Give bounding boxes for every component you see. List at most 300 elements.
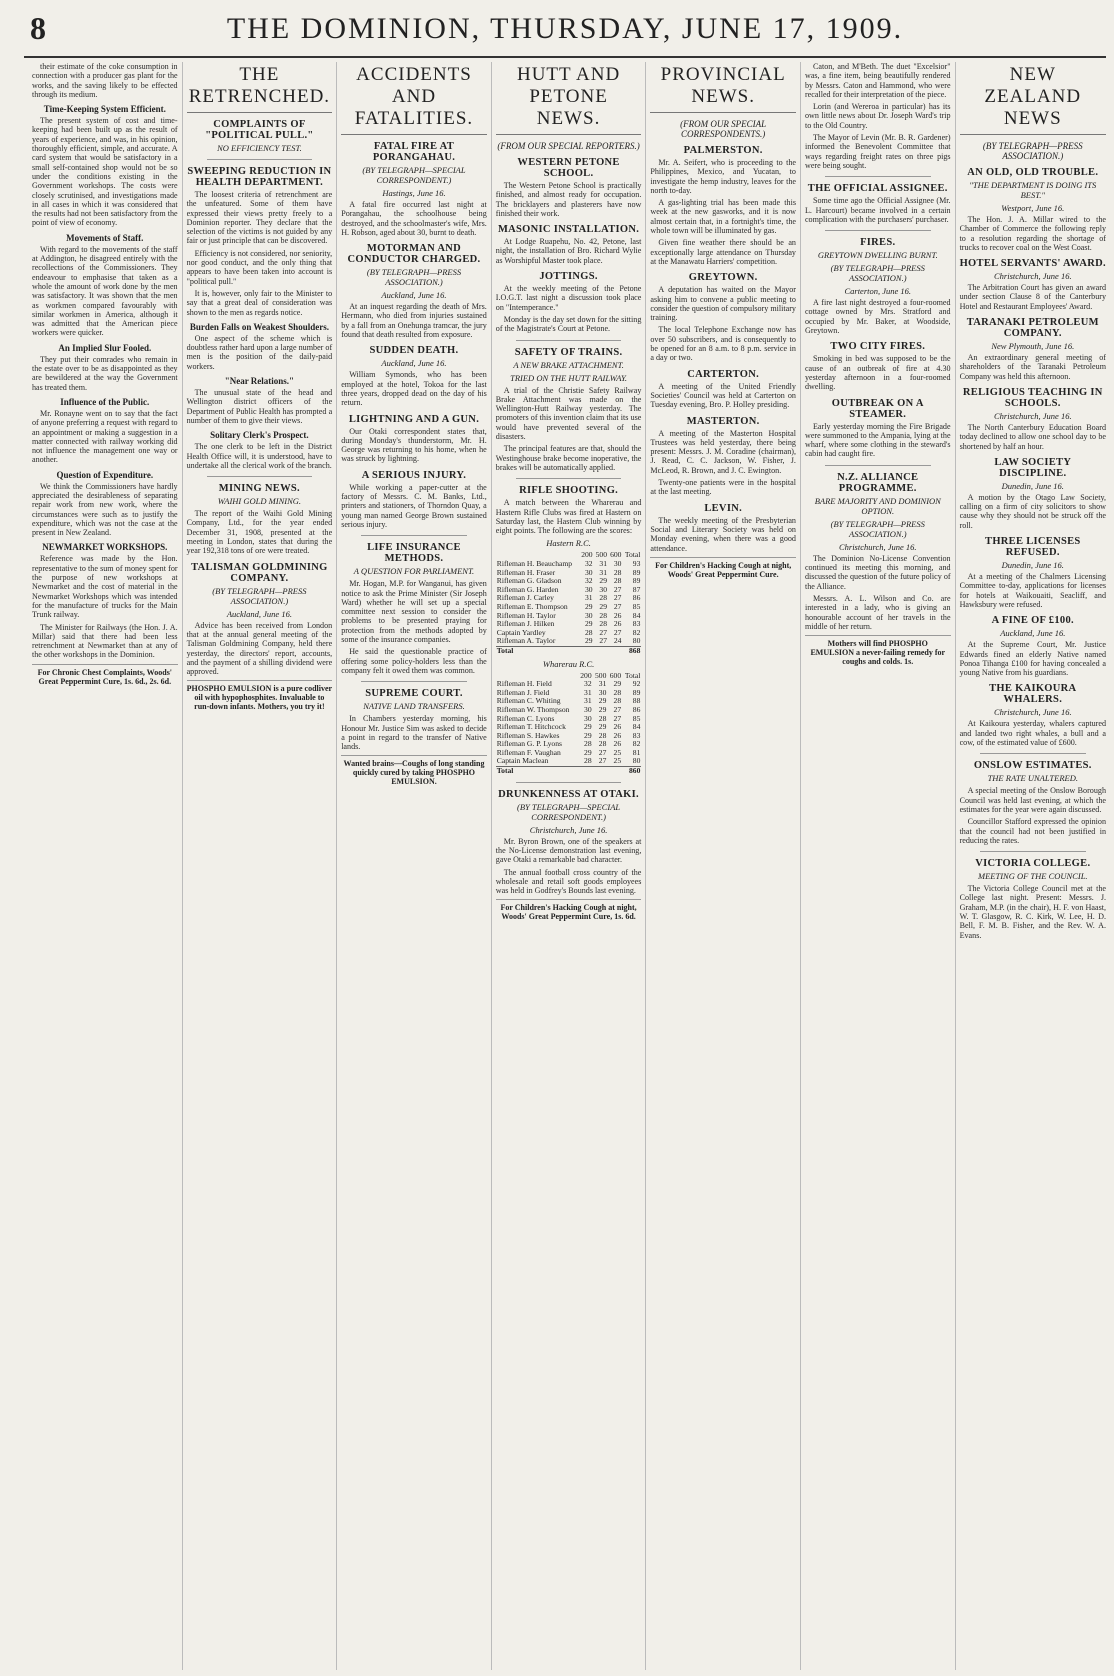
shooter-name: Rifleman C. Whiting: [496, 696, 561, 706]
score-cell: 83: [632, 619, 641, 629]
section-heading: Solitary Clerk's Prospect.: [210, 430, 309, 441]
shooter-name: Rifleman J. Hilken: [496, 619, 555, 629]
score-cell: 29: [598, 722, 607, 732]
score-cell: 28: [599, 619, 608, 629]
article-paragraph: Advice has been received from London that at the annual general meeting of the Talisman Goldmining Company, held there yesterday, the directors' report, accounts, and the payment of a shilling dividend were approved.: [186, 620, 333, 677]
article-paragraph: At Lodge Ruapehu, No. 42, Petone, last night, the installation of Bro. Richard Wylie as Worshipful Master took place.: [495, 237, 642, 265]
article-paragraph: Twenty-one patients were in the hospital at the last meeting.: [650, 478, 796, 497]
dateline: Christchurch, June 16.: [993, 271, 1072, 282]
score-cell: 27: [613, 704, 622, 714]
section-heading: Question of Expenditure.: [56, 469, 154, 480]
article-paragraph: Our Otaki correspondent states that, during Monday's thunderstorm, Mr. H. George was returning to his home, when he was struck by lightning.: [341, 426, 487, 464]
column-6: [801, 62, 956, 1670]
divider: [825, 465, 931, 466]
article-paragraph: He said the questionable practice of offering some policy-holders less than the company felt it owed them was common.: [341, 647, 487, 675]
article-paragraph: The Minister for Railways (the Hon. J. A. Millar) said that there had been less retrenchment at Newmarket than at any of the other workshops in the Dominion.: [32, 622, 178, 660]
article-paragraph: The Hon. J. A. Millar wired to the Chamber of Commerce the following reply to a resolution regarding the shortage of trucks to recover coal on the West Coast.: [959, 215, 1106, 252]
score-cell: 29: [598, 704, 607, 714]
article-paragraph: At the Supreme Court, Mr. Justice Edwards fined an elderly Native named Ponoa Tihanga £100 for having concealed a young Native from his guardians.: [959, 640, 1106, 678]
score-cell: 82: [632, 739, 641, 749]
score-cell: 82: [632, 627, 641, 637]
score-cell: 93: [632, 559, 641, 569]
divider: [516, 340, 622, 341]
dateline: Dunedin, June 16.: [1001, 560, 1064, 571]
article-paragraph: Efficiency is not considered, nor seniority, nor good conduct, and the only thing that appears to have been taken into account is "political pull.": [186, 248, 333, 286]
score-cell: 29: [613, 679, 622, 689]
dateline: Carterton, June 16.: [844, 286, 912, 297]
article-paragraph: The Dominion No-License Convention continued its meeting this morning, and discussed the question of the future policy of the Alliance.: [804, 553, 951, 591]
shooter-name: Rifleman J. Carley: [496, 593, 554, 603]
range-header: Total: [624, 670, 641, 680]
score-cell: 29: [584, 601, 593, 611]
article-subhead: TRIED ON THE HUTT RAILWAY.: [510, 372, 628, 383]
divider: [980, 753, 1086, 754]
article-headline: N.Z. ALLIANCE PROGRAMME.: [837, 471, 919, 494]
score-cell: 860: [622, 767, 641, 776]
advertisement: For Children's Hacking Cough at night, Woods' Great Peppermint Cure, 1s. 6d.: [496, 899, 642, 921]
score-cell: 26: [613, 730, 622, 740]
score-cell: 30: [584, 584, 593, 594]
section-heading: Burden Falls on Weakest Shoulders.: [189, 321, 329, 332]
score-cell: 29: [584, 722, 592, 732]
dateline: Christchurch, June 16.: [993, 707, 1072, 718]
headline: PROVINCIAL NEWS.: [650, 64, 796, 113]
headline: THE RETRENCHED.: [187, 64, 333, 113]
article-paragraph: A meeting of the Masterton Hospital Trustees was held yesterday, there being present: Messrs. J. M. Coradine (chairman), J. Read, C. C. Jackson, W. Fisher, J. McLeod, R. Brown, and J. C. Ewington.: [650, 428, 796, 475]
headline: ACCIDENTS AND FATALITIES.: [341, 64, 487, 135]
score-cell: 85: [632, 601, 641, 611]
article-headline: LIFE INSURANCE METHODS.: [367, 542, 461, 565]
column-7: [956, 62, 1110, 1670]
score-cell: 80: [632, 636, 641, 646]
article-paragraph: At Kaikoura yesterday, whalers captured and landed two right whales, a bull and a cow, of the estimated value of £600.: [959, 719, 1106, 748]
score-cell: 29: [584, 747, 592, 757]
score-cell: 32: [584, 679, 592, 689]
newspaper-title: THE DOMINION, THURSDAY, JUNE 17, 1909.: [226, 12, 904, 45]
article-paragraph: Messrs. A. L. Wilson and Co. are interested in a lady, who is giving an honourable account of her travels in the middle of her return.: [804, 593, 951, 631]
score-cell: 30: [584, 610, 593, 620]
article-paragraph: A trial of the Christie Safety Railway Brake Attachment was made on the Wellington-Hutt Railway yesterday. The promoters of this invention claim that its use would have prevented several of the disasters.: [495, 385, 642, 442]
article-paragraph: One aspect of the scheme which is doubtless rather hard upon a large number of men is the position of the daily-paid workers.: [186, 333, 333, 371]
score-cell: 25: [613, 747, 622, 757]
dateline: Hastings, June 16.: [382, 188, 446, 198]
article-subhead: COMPLAINTS OF "POLITICAL PULL.": [205, 119, 314, 141]
score-cell: 27: [613, 601, 622, 611]
article-paragraph: It is, however, only fair to the Minister to say that a great deal of consideration was shown to the men as regards notice.: [186, 288, 333, 317]
article-paragraph: The Mayor of Levin (Mr. B. R. Gardener) informed the Benevolent Committee that ways regarding freight rates on three pigs were being sought.: [804, 133, 951, 170]
score-rows: [496, 680, 642, 776]
article-paragraph: Some time ago the Official Assignee (Mr. L. Harcourt) became involved in a certain complication with the purchasers' purchaser.: [804, 196, 951, 224]
article-paragraph: Early yesterday morning the Fire Brigade were summoned to the Ampania, lying at the wharf, where some clothing in the steward's cabin had caught fire.: [804, 421, 951, 459]
article-paragraph: A fatal fire occurred last night at Porangahau, the schoolhouse being destroyed, and the schoolmaster's wife, Mrs. H. Robson, aged about 30, burnt to death.: [341, 200, 487, 237]
shooter-name: Rifleman A. Taylor: [496, 636, 556, 646]
shooter-name: Rifleman F. Vaughan: [496, 747, 561, 757]
article-headline: GREYTOWN.: [688, 272, 758, 284]
headline: NEW ZEALAND NEWS: [960, 64, 1106, 135]
article-headline: PALMERSTON.: [683, 145, 763, 156]
score-cell: 28: [613, 696, 622, 706]
article-paragraph: Lorin (and Wereroa in particular) has its own little news about Dr. Joseph Ward's trip to the Old Country.: [804, 102, 951, 130]
article-headline: RIFLE SHOOTING.: [519, 485, 619, 497]
shooter-name: Rifleman H. Fraser: [496, 567, 556, 577]
score-cell: 27: [599, 636, 608, 646]
score-cell: 28: [613, 567, 622, 577]
section-heading: "Near Relations.": [224, 376, 295, 387]
score-cell: 81: [632, 747, 641, 757]
article-headline: A FINE OF £100.: [991, 615, 1074, 627]
score-cell: 89: [632, 576, 641, 586]
score-cell: 89: [632, 687, 641, 697]
range-header: 200: [581, 550, 593, 560]
score-row: [496, 767, 642, 776]
article-paragraph: A special meeting of the Onslow Borough Council was held last evening, at which the estimates for the year were again discussed.: [959, 786, 1106, 814]
column-3: [337, 62, 492, 1670]
dateline: Auckland, June 16.: [381, 290, 447, 301]
score-table-wharerau: [496, 672, 642, 776]
score-rows: [496, 560, 642, 656]
dateline: Christchurch, June 16.: [838, 541, 917, 552]
article-paragraph: An extraordinary general meeting of shareholders of the Taranaki Petroleum Company was held this afternoon.: [959, 353, 1106, 381]
score-cell: 25: [613, 756, 622, 766]
score-cell: 27: [598, 756, 607, 766]
article-headline: MASONIC INSTALLATION.: [497, 224, 640, 236]
score-cell: 30: [613, 559, 622, 569]
score-cell: 28: [599, 610, 608, 620]
article-headline: MOTORMAN AND CONDUCTOR CHARGED.: [347, 243, 481, 266]
shooter-name: Rifleman H. Beauchamp: [496, 559, 573, 569]
article-paragraph: Reference was made by the Hon. representative to the sum of money spent for the purpose of new workshops at Newmarket and the cost of material in the Newmarket Workshops which was intended for the manufacture of trucks for the Main Trunk railway.: [32, 554, 178, 620]
article-headline: THREE LICENSES REFUSED.: [985, 536, 1081, 559]
score-cell: 31: [584, 696, 592, 706]
section-heading: NEWMARKET WORKSHOPS.: [42, 542, 168, 553]
article-headline: A SERIOUS INJURY.: [361, 469, 467, 481]
advertisement: For Chronic Chest Complaints, Woods' Great Peppermint Cure, 1s. 6d., 2s. 6d.: [32, 664, 178, 686]
dateline: Christchurch, June 16.: [529, 824, 608, 835]
article-paragraph: William Symonds, who has been employed at the hotel, Tokoa for the last three years, dropped dead on the day of his return.: [341, 370, 487, 408]
range-header: 600: [610, 550, 622, 560]
article-paragraph: The one clerk to be left in the District Health Office will, it is understood, have to undertake all the clerical work of the branch.: [186, 442, 333, 470]
article-paragraph: At a meeting of the Chalmers Licensing Committee to-day, applications for licenses for hotels at Waikouaiti, Seacliff, and Hawksbury were refused.: [959, 572, 1106, 609]
score-cell: 28: [613, 687, 622, 697]
article-paragraph: The present system of cost and time-keeping had been built up as the result of years of experience, and was, in his opinion, thoroughly efficient, simple, and accurate. A card system that would be satisfactory in a small self-contained shop would not be so under the conditions existing in the Government workshops. The costs were closely scrutinised, and investigations made in all cases in which it was considered that the results had not been satisfactory from the point of view of economy.: [32, 116, 178, 228]
section-heading: Influence of the Public.: [60, 396, 150, 407]
article-headline: JOTTINGS.: [539, 271, 598, 283]
article-paragraph: A gas-lighting trial has been made this week at the new gasworks, and it is now almost certain that, in a fortnight's time, the whole town will be illuminated by gas.: [650, 198, 796, 236]
article-paragraph: The local Telephone Exchange now has over 50 subscribers, and is consequently to be opened for an 8 a.m. to 8 p.m. service in a day or two.: [650, 325, 796, 363]
article-paragraph: We think the Commissioners have hardly appreciated the desirableness of separating repair work from new work, where the circumstances were such as to justify the expenditure, which was not the case at the present in New Zealand.: [32, 481, 178, 538]
shooter-name: Rifleman G. P. Lyons: [496, 739, 562, 749]
divider: [361, 681, 467, 682]
article-paragraph: The weekly meeting of the Presbyterian Social and Literary Society was held on Monday evening, when there was a good attendance.: [650, 515, 796, 553]
advertisement: PHOSPHO EMULSION is a pure codliver oil with hypophosphites. Invaluable to run-down infants. Mothers, you try it!: [187, 680, 333, 711]
score-cell: 28: [598, 730, 607, 740]
shooter-name: Total: [496, 767, 578, 776]
article-headline: HOTEL SERVANTS' AWARD.: [959, 258, 1106, 270]
score-cell: [607, 767, 622, 776]
score-cell: 30: [598, 687, 607, 697]
shooter-name: Rifleman E. Thompson: [496, 601, 568, 611]
score-cell: 32: [584, 576, 593, 586]
article-subhead: GREYTOWN DWELLING BURNT.: [817, 250, 938, 261]
score-cell: 26: [613, 610, 622, 620]
article-headline: TARANAKI PETROLEUM COMPANY.: [966, 317, 1099, 340]
score-cell: 83: [632, 730, 641, 740]
score-cell: 27: [599, 627, 608, 637]
score-cell: 28: [584, 756, 592, 766]
article-headline: SAFETY OF TRAINS.: [514, 346, 623, 358]
article-headline: MINING NEWS.: [218, 483, 300, 495]
range-header: 600: [609, 670, 622, 680]
article-headline: RELIGIOUS TEACHING IN SCHOOLS.: [962, 386, 1103, 409]
score-cell: 31: [584, 593, 593, 603]
score-cell: 29: [584, 730, 592, 740]
article-paragraph: They put their comrades who remain in the estate over to be as disappointed as they are bewildered at the way the Government has treated them.: [32, 354, 178, 392]
article-paragraph: A meeting of the United Friendly Societies' Council was held at Carterton on Tuesday evening, Bro. P. Holley presiding.: [650, 381, 796, 410]
score-cell: 26: [613, 722, 622, 732]
article-subhead: (BY TELEGRAPH—PRESS ASSOCIATION.): [830, 518, 925, 539]
range-header: 200: [580, 670, 592, 680]
score-cell: 80: [632, 756, 641, 766]
advertisement: For Children's Hacking Cough at night, Woods' Great Peppermint Cure.: [650, 557, 796, 579]
shooter-name: Rifleman H. Field: [496, 679, 552, 689]
article-paragraph: A match between the Wharerau and Hastern Rifle Clubs was fired at Hastern on Saturday last, the Hastern Club winning by eight points. The following are the scores:: [495, 498, 642, 536]
article-subhead: MEETING OF THE COUNCIL.: [978, 871, 1088, 882]
article-paragraph: The loosest criteria of retrenchment are the unfeatured. Some of them have expressed their views pretty freely to a Dominion reporter. They declare that the selection of the victims is not guided by any fair or just principle that can be discovered.: [186, 190, 333, 246]
column-1: [28, 62, 183, 1670]
divider: [825, 176, 931, 177]
score-cell: 27: [613, 584, 622, 594]
article-paragraph: While working a paper-cutter at the factory of Messrs. C. M. Banks, Ltd., printers and stationers, of Thorndon Quay, a young man named George Brown sustained serious injury.: [341, 482, 487, 529]
article-paragraph: The principal features are that, should the Westinghouse brake become inoperative, the brakes will be automatically applied.: [495, 444, 642, 472]
article-subhead: WAIHI GOLD MINING.: [217, 496, 301, 507]
shooter-name: Rifleman H. Taylor: [496, 610, 556, 620]
score-cell: 89: [632, 567, 641, 577]
dateline: Auckland, June 16.: [381, 358, 447, 369]
column-5: [646, 62, 801, 1670]
shooter-name: Rifleman T. Hitchcock: [496, 722, 566, 732]
article-paragraph: At the weekly meeting of the Petone I.O.G.T. last night a discussion took place on "Intemperance.": [495, 284, 642, 312]
score-cell: [593, 767, 608, 776]
article-headline: TWO CITY FIRES.: [830, 341, 926, 353]
article-headline: VICTORIA COLLEGE.: [975, 858, 1091, 870]
article-paragraph: their estimate of the coke consumption in connection with a producer gas plant for the works, and the saving likely to be effected through its medium.: [32, 62, 178, 99]
column-4: [492, 62, 647, 1670]
article-headline: ONSLOW ESTIMATES.: [973, 760, 1092, 772]
score-cell: 30: [599, 584, 608, 594]
score-cell: 24: [613, 636, 622, 646]
shooter-name: Rifleman G. Harden: [496, 584, 559, 594]
article-headline: FATAL FIRE AT PORANGAHAU.: [372, 141, 456, 163]
score-cell: 87: [632, 584, 641, 594]
article-paragraph: Councillor Stafford expressed the opinion that the council had not been justified in reducing the rates.: [959, 817, 1106, 845]
article-headline: SUDDEN DEATH.: [369, 345, 459, 357]
article-paragraph: Mr. A. Seifert, who is proceeding to the Philippines, Mexico, and Yucatan, to investigate the hemp industry, leaves for the north to-day.: [650, 158, 796, 195]
score-cell: 27: [613, 713, 622, 723]
shooter-name: Rifleman S. Hawkes: [496, 730, 560, 740]
article-subhead: "THE DEPARTMENT IS DOING ITS BEST.": [969, 180, 1097, 200]
article-headline: AN OLD, OLD TROUBLE.: [967, 167, 1099, 178]
score-cell: 31: [598, 679, 607, 689]
score-cell: 84: [632, 610, 641, 620]
range-header: 500: [594, 670, 607, 680]
article-subhead: (BY TELEGRAPH—PRESS ASSOCIATION.): [212, 585, 307, 606]
page-number: 8: [30, 10, 46, 46]
article-paragraph: Caton, and M'Beth. The duet "Excelsior" was, a fine item, being beautifully rendered by Messrs. Caton and Hammond, who were recalled for their interpretation of the piece.: [804, 62, 951, 99]
article-paragraph: The unusual state of the head and Wellington district officers of the Department of Public Health has prompted a number of them to give their views.: [186, 388, 333, 425]
score-cell: [608, 646, 622, 655]
article-headline: SWEEPING REDUCTION IN HEALTH DEPARTMENT.: [187, 166, 332, 188]
score-cell: 29: [584, 636, 593, 646]
score-cell: 27: [613, 627, 622, 637]
article-headline: SUPREME COURT.: [365, 688, 463, 700]
article-headline: MASTERTON.: [686, 415, 760, 427]
divider: [825, 230, 931, 231]
byline: (BY TELEGRAPH—PRESS ASSOCIATION.): [982, 141, 1083, 161]
dateline: New Plymouth, June 16.: [991, 341, 1075, 352]
score-table-hastern: [496, 551, 642, 655]
article-subhead: A NEW BRAKE ATTACHMENT.: [513, 359, 624, 370]
shooter-name: Captain Maclean: [496, 756, 549, 766]
range-header: Total: [624, 550, 641, 560]
article-subhead: NO EFFICIENCY TEST.: [217, 143, 302, 153]
score-cell: 86: [632, 704, 641, 714]
score-cell: 31: [599, 559, 608, 569]
byline: (FROM OUR SPECIAL REPORTERS.): [497, 141, 640, 151]
score-cell: 92: [632, 679, 641, 689]
team-name: Wharerau R.C.: [542, 658, 595, 669]
score-cell: 85: [632, 713, 641, 723]
score-cell: 28: [598, 713, 607, 723]
article-paragraph: At an inquest regarding the death of Mrs. Hermann, who died from injuries sustained by a fall from an Onehunga tramcar, the jury found that death resulted from exposure.: [341, 302, 487, 340]
masthead: [24, 8, 1106, 58]
column-2: [183, 62, 338, 1670]
score-row: [496, 637, 642, 646]
article-subhead: THE RATE UNALTERED.: [987, 773, 1078, 784]
article-paragraph: A motion by the Otago Law Society, calling on a firm of city solicitors to show cause why they should not be struck off the roll.: [959, 492, 1106, 530]
advertisement: Mothers will find PHOSPHO EMULSION a never-failing remedy for coughs and colds. 1s.: [805, 635, 951, 666]
dateline: Christchurch, June 16.: [993, 410, 1072, 421]
score-cell: 29: [584, 619, 593, 629]
score-cell: [578, 767, 593, 776]
shooter-name: Rifleman J. Field: [496, 687, 550, 697]
article-headline: DRUNKENNESS AT OTAKI.: [498, 788, 639, 800]
range-header: 500: [595, 550, 608, 560]
score-cell: 28: [613, 576, 622, 586]
article-paragraph: The Western Petone School is practically finished, and almost ready for occupation. The bricklayers and plasterers have now finished their work.: [495, 181, 642, 218]
score-cell: 86: [632, 593, 641, 603]
score-cell: 27: [598, 747, 607, 757]
score-cell: 31: [584, 687, 592, 697]
article-headline: FIRES.: [860, 237, 896, 249]
divider: [207, 159, 313, 160]
article-headline: LEVIN.: [704, 502, 743, 514]
article-headline: OUTBREAK ON A STEAMER.: [831, 397, 924, 420]
section-heading: Time-Keeping System Efficient.: [43, 104, 166, 115]
article-paragraph: In Chambers yesterday morning, his Honour Mr. Justice Sim was asked to decide a point in regard to the transfer of Native lands.: [341, 714, 487, 752]
article-paragraph: The annual football cross country of the wholesale and retail soft goods employees was held in Godfrey's Bounds last evening.: [495, 867, 642, 896]
section-heading: Movements of Staff.: [66, 232, 144, 243]
article-headline: LIGHTNING AND A GUN.: [348, 413, 480, 425]
byline: (FROM OUR SPECIAL CORRESPONDENTS.): [680, 119, 767, 139]
article-subhead: (BY TELEGRAPH—PRESS ASSOCIATION.): [830, 263, 925, 284]
article-headline: THE KAIKOURA WHALERS.: [989, 683, 1077, 706]
shooter-name: Captain Yardley: [496, 627, 546, 637]
team-name: Hastern R.C.: [546, 538, 591, 549]
article-paragraph: The Victoria College Council met at the College last night. Present: Messrs. J. Graham, M.P. (in the chair), H. F. von Haast, W. T. Glasgow, R. C. Kirk, W. Lee, H. D. Bell, F. M. B. Fisher, and the Rev. W. A. Evans.: [959, 884, 1106, 940]
columns: [28, 62, 1110, 1670]
article-headline: THE OFFICIAL ASSIGNEE.: [807, 183, 948, 195]
article-paragraph: Mr. Byron Brown, one of the speakers at the No-License demonstration last evening, gave Otaki a remarkable bad character.: [495, 836, 642, 865]
score-cell: [594, 646, 608, 655]
score-cell: [579, 646, 593, 655]
score-cell: 27: [613, 593, 622, 603]
score-cell: 30: [584, 567, 593, 577]
article-paragraph: Mr. Ronayne went on to say that the fact of anyone preferring a request with regard to an appointment or making a suggestion in a matter connected with railway working did not influence the management one way or another.: [32, 408, 178, 465]
article-subhead: A QUESTION FOR PARLIAMENT.: [353, 566, 475, 577]
article-subhead: (BY TELEGRAPH—SPECIAL CORRESPONDENT.): [516, 801, 621, 822]
divider: [516, 478, 622, 479]
score-cell: 29: [599, 576, 608, 586]
score-cell: 26: [613, 739, 622, 749]
score-cell: 28: [584, 627, 593, 637]
article-subhead: NATIVE LAND TRANSFERS.: [363, 701, 465, 712]
shooter-name: Rifleman W. Thompson: [496, 704, 570, 714]
article-paragraph: Given fine weather there should be an exceptionally large attendance on Thursday at the Manawatu Harriers' competition.: [650, 238, 796, 266]
dateline: Dunedin, June 16.: [1001, 480, 1064, 491]
dateline: Westport, June 16.: [1001, 203, 1065, 213]
score-row: [496, 757, 642, 766]
divider: [361, 535, 467, 536]
divider: [980, 851, 1086, 852]
article-subhead: BARE MAJORITY AND DOMINION OPTION.: [814, 495, 941, 516]
article-paragraph: Monday is the day set down for the sitting of the Magistrate's Court at Petone.: [495, 314, 642, 334]
article-paragraph: The report of the Waihi Gold Mining Company, Ltd., for the year ended December 31, 1908, presented at the meeting in London, states that during the year 192,318 tons of ore were treated.: [186, 509, 333, 556]
score-cell: 30: [584, 704, 592, 714]
score-cell: 84: [632, 722, 641, 732]
score-cell: 28: [598, 739, 607, 749]
score-cell: 28: [584, 739, 592, 749]
shooter-name: Total: [496, 646, 579, 655]
article-headline: LAW SOCIETY DISCIPLINE.: [994, 456, 1072, 479]
score-cell: 28: [599, 593, 608, 603]
score-cell: 29: [598, 696, 607, 706]
dateline: Auckland, June 16.: [1000, 628, 1066, 639]
divider: [516, 782, 622, 783]
section-heading: An Implied Slur Fooled.: [58, 342, 152, 353]
article-paragraph: With regard to the movements of the staff at Addington, he disagreed entirely with the recollections of the Commissioners. They endeavour to emphasise that taken as a whole the amount of work done by the men was satisfactory. It was shown that the men as workmen compared favourably with similar workmen in America, although it was admitted that the American piece workers were quicker.: [32, 244, 178, 338]
score-cell: 29: [599, 601, 608, 611]
article-subhead: (BY TELEGRAPH—PRESS ASSOCIATION.): [366, 267, 462, 288]
article-headline: TALISMAN GOLDMINING COMPANY.: [191, 561, 328, 584]
article-paragraph: Mr. Hogan, M.P. for Wanganui, has given notice to ask the Prime Minister (Sir Joseph Ward) whether he will set up a special committee next session to consider the problems to be presented praying for protection from the methods adopted by some of the insurance companies.: [341, 579, 487, 645]
shooter-name: Rifleman C. Lyons: [496, 713, 555, 723]
score-cell: 32: [584, 559, 593, 569]
article-paragraph: The Arbitration Court has given an award under section Clause 8 of the Canterbury Hotel and Restaurant Employees' Award.: [959, 283, 1106, 311]
score-cell: 868: [622, 646, 641, 655]
article-subhead: (BY TELEGRAPH—SPECIAL CORRESPONDENT.): [362, 165, 466, 185]
score-cell: 31: [599, 567, 608, 577]
dateline: Auckland, June 16.: [226, 608, 292, 619]
article-paragraph: Smoking in bed was supposed to be the cause of an outbreak of fire at 4.30 yesterday afternoon in a four-roomed dwelling.: [804, 354, 951, 392]
score-cell: 26: [613, 619, 622, 629]
score-cell: 88: [632, 696, 641, 706]
headline: HUTT AND PETONE NEWS.: [496, 64, 642, 135]
article-paragraph: A deputation has waited on the Mayor asking him to convene a public meeting to consider the question of compulsory military training.: [650, 285, 796, 323]
divider: [207, 476, 313, 477]
score-cell: 30: [584, 713, 592, 723]
score-row: [496, 646, 642, 655]
shooter-name: Rifleman G. Gladson: [496, 576, 562, 586]
